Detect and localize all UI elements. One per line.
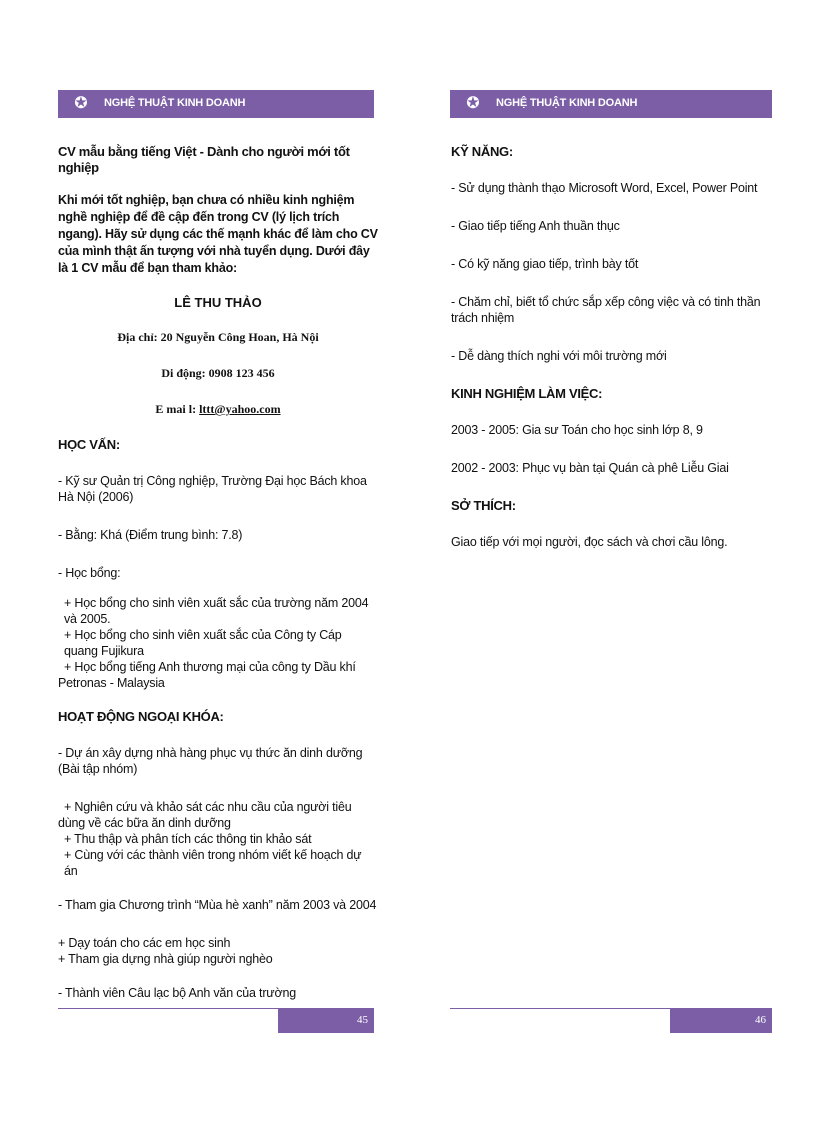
hobbies-heading: SỞ THÍCH: (451, 498, 516, 513)
skill-item: - Chăm chỉ, biết tổ chức sắp xếp công việc và có tinh thần trách nhiệm (451, 295, 761, 325)
education-item: - Bằng: Khá (Điểm trung bình: 7.8) (58, 528, 243, 542)
skills-heading: KỸ NĂNG: (451, 144, 513, 159)
activity-sub-item: + Cùng với các thành viên trong nhóm viết kế hoạch dự án (64, 848, 362, 878)
page-content (451, 144, 781, 572)
activities-heading: HOẠT ĐỘNG NGOẠI KHÓA: (58, 709, 224, 724)
activity-sub-item: + Thu thập và phân tích các thông tin khảo sát (64, 832, 312, 846)
activity-sub-item: + Dạy toán cho các em học sinh (58, 936, 231, 950)
email-link[interactable]: lttt@yahoo.com (199, 402, 281, 416)
activity-item: - Dự án xây dựng nhà hàng phục vụ thức ăn dinh dưỡng (Bài tập nhóm) (58, 746, 363, 776)
skill-item: - Sử dụng thành thạo Microsoft Word, Excel, Power Point (451, 181, 758, 195)
page-right (408, 0, 816, 1123)
page-number: 45 (357, 1014, 368, 1026)
candidate-name: LÊ THU THẢO (174, 295, 262, 310)
experience-heading: KINH NGHIỆM LÀM VIỆC: (451, 386, 603, 401)
education-item: - Kỹ sư Quản trị Công nghiệp, Trường Đại học Bách khoa Hà Nội (2006) (58, 474, 367, 504)
hobbies-text: Giao tiếp với mọi người, đọc sách và chơi cầu lông. (451, 535, 728, 549)
intro-paragraph: Khi mới tốt nghiệp, bạn chưa có nhiều kinh nghiệm nghề nghiệp để đề cập đến trong CV (lý lịch trích ngang). Hãy sử dụng các thế mạnh khác để làm cho CV của mình thật ấn tượng với nhà tuyển dụng. Dưới đây là 1 CV mẫu để bạn tham khảo: (58, 193, 378, 275)
activity-item: - Thành viên Câu lạc bộ Anh văn của trường (58, 986, 296, 1000)
address: Địa chỉ: 20 Nguyễn Công Hoan, Hà Nội (117, 330, 319, 344)
header-title: NGHỆ THUẬT KINH DOANH (104, 97, 246, 109)
header-title: NGHỆ THUẬT KINH DOANH (496, 97, 638, 109)
activity-sub-item: + Nghiên cứu và khảo sát các nhu cầu của người tiêu dùng về các bữa ăn dinh dưỡng (58, 800, 352, 830)
document-title: CV mẫu bằng tiếng Việt - Dành cho người mới tốt nghiệp (58, 144, 350, 175)
star-icon: ✪ (74, 95, 88, 112)
activity-item: - Tham gia Chương trình “Mùa hè xanh” năm 2003 và 2004 (58, 898, 377, 912)
scholarship-item: + Học bổng tiếng Anh thương mại của công ty Dầu khí Petronas - Malaysia (58, 660, 356, 690)
education-heading: HỌC VẤN: (58, 437, 120, 452)
page-header-bar (450, 90, 772, 118)
page-number-box (670, 1009, 772, 1033)
skill-item: - Dễ dàng thích nghi với môi trường mới (451, 349, 667, 363)
scholarship-item: + Học bổng cho sinh viên xuất sắc của trường năm 2004 và 2005. (64, 596, 369, 626)
experience-item: 2002 - 2003: Phục vụ bàn tại Quán cà phê Liễu Giai (451, 461, 729, 475)
education-item: - Học bổng: (58, 566, 121, 580)
email-label: E mai l: (155, 402, 200, 416)
experience-item: 2003 - 2005: Gia sư Toán cho học sinh lớp 8, 9 (451, 423, 703, 437)
page-header-bar (58, 90, 374, 118)
page-number-box (278, 1009, 374, 1033)
email (58, 401, 378, 417)
star-icon: ✪ (466, 95, 480, 112)
page-number: 46 (755, 1014, 766, 1026)
page-content (58, 144, 378, 1001)
scholarship-item: + Học bổng cho sinh viên xuất sắc của Công ty Cáp quang Fujikura (64, 628, 342, 658)
skill-item: - Giao tiếp tiếng Anh thuần thục (451, 219, 620, 233)
skill-item: - Có kỹ năng giao tiếp, trình bày tốt (451, 257, 639, 271)
activity-sub-item: + Tham gia dựng nhà giúp người nghèo (58, 952, 273, 966)
phone: Di động: 0908 123 456 (161, 366, 275, 380)
